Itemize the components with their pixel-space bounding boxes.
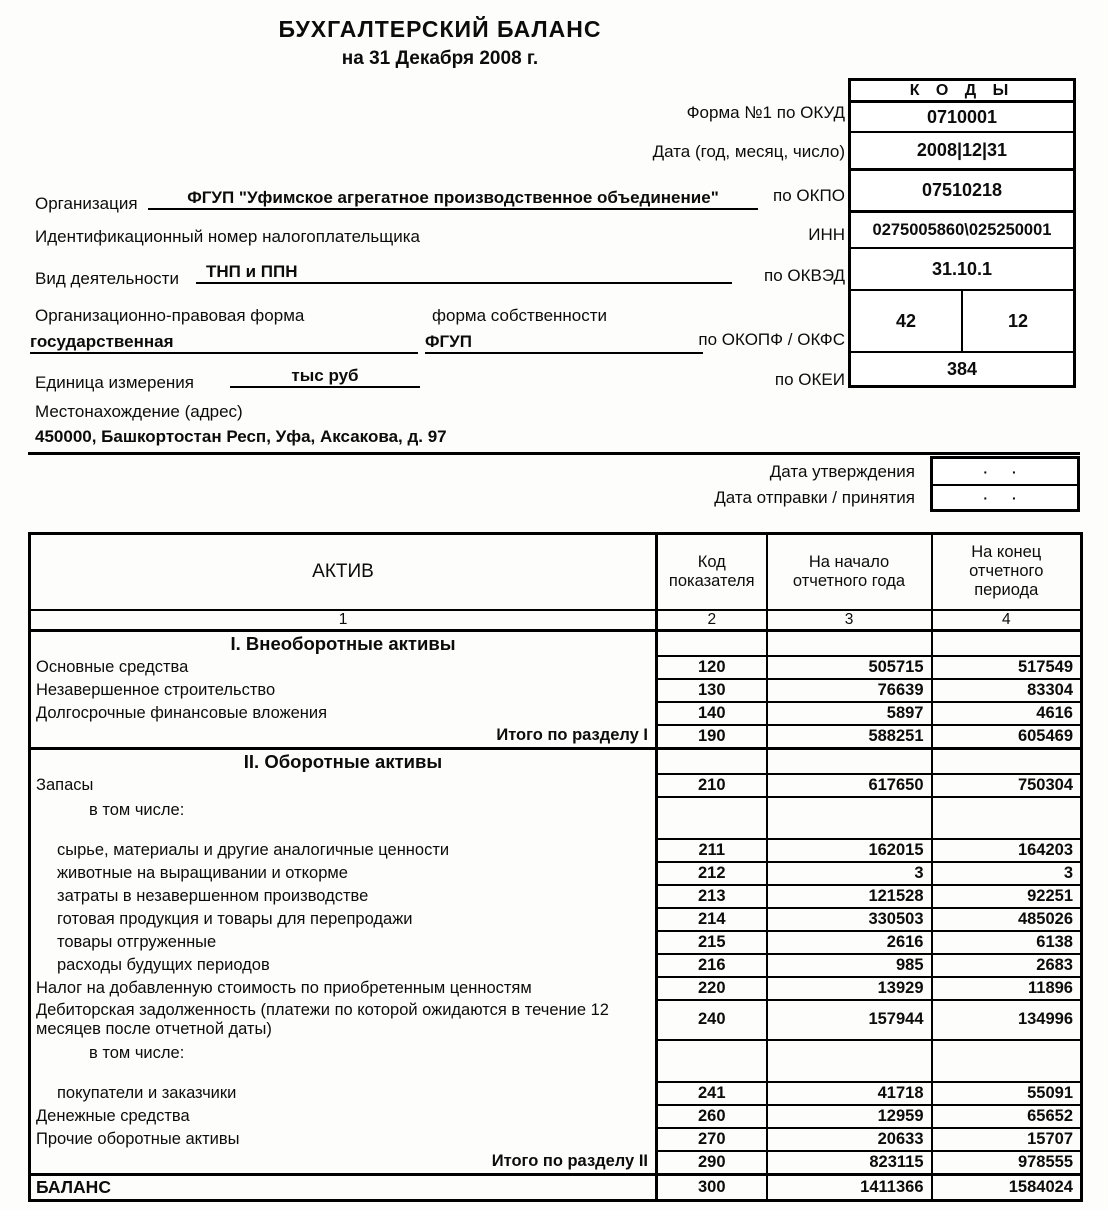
row-begin <box>767 797 932 839</box>
header-end: На конец отчетного периода <box>932 534 1082 610</box>
okved-value: 31.10.1 <box>851 249 1073 291</box>
row-code <box>657 1040 767 1082</box>
table-row <box>30 702 1082 725</box>
row-begin: 588251 <box>767 725 932 749</box>
row-code <box>657 630 767 656</box>
row-code <box>657 797 767 839</box>
header-begin: На начало отчетного года <box>767 534 932 610</box>
row-begin: 76639 <box>767 679 932 702</box>
legal-form-label: Организационно-правовая форма <box>35 306 305 325</box>
col-number-1: 1 <box>30 610 657 631</box>
row-code: 270 <box>657 1128 767 1151</box>
row-label: животные на выращивании и откорме <box>30 862 657 885</box>
row-label: Запасы <box>30 774 657 797</box>
table-row <box>30 1040 1082 1082</box>
assets-table <box>28 532 1083 1202</box>
row-end: 11896 <box>932 977 1082 1000</box>
col-number-2: 2 <box>657 610 767 631</box>
row-begin: 505715 <box>767 656 932 679</box>
row-label: II. Оборотные активы <box>30 748 657 774</box>
row-end: 1584024 <box>932 1174 1082 1200</box>
row-label: Налог на добавленную стоимость по приобретенным ценностям <box>30 977 657 1000</box>
okud-value: 0710001 <box>851 103 1073 133</box>
row-end: 3 <box>932 862 1082 885</box>
row-end: 65652 <box>932 1105 1082 1128</box>
table-row <box>30 679 1082 702</box>
row-label: Дебиторская задолженность (платежи по которой ожидаются в течение 12 месяцев после отчетной даты) <box>30 1000 657 1040</box>
okei-label: по ОКЕИ <box>774 370 845 389</box>
row-code: 210 <box>657 774 767 797</box>
row-begin: 1411366 <box>767 1174 932 1200</box>
col-number-4: 4 <box>932 610 1082 631</box>
section-divider-line <box>28 452 1080 455</box>
row-begin: 12959 <box>767 1105 932 1128</box>
table-row <box>30 862 1082 885</box>
table-row <box>30 839 1082 862</box>
table-row <box>30 977 1082 1000</box>
row-code: 300 <box>657 1174 767 1200</box>
table-row <box>30 1000 1082 1040</box>
row-code: 140 <box>657 702 767 725</box>
table-row <box>30 1128 1082 1151</box>
row-end <box>932 748 1082 774</box>
table-row <box>30 656 1082 679</box>
page-title: БУХГАЛТЕРСКИЙ БАЛАНС <box>278 16 602 42</box>
table-row <box>30 630 1082 656</box>
row-label: готовая продукция и товары для перепродажи <box>30 908 657 931</box>
inn-label: ИНН <box>808 225 845 244</box>
row-end: 2683 <box>932 954 1082 977</box>
row-begin: 5897 <box>767 702 932 725</box>
okud-label: Форма №1 по ОКУД <box>686 103 845 122</box>
row-label: Прочие оборотные активы <box>30 1128 657 1151</box>
table-row <box>30 885 1082 908</box>
row-begin: 330503 <box>767 908 932 931</box>
report-date-label: Дата (год, месяц, число) <box>652 142 845 161</box>
table-row <box>30 931 1082 954</box>
sending-date-value: · · <box>933 484 1077 509</box>
unit-label: Единица измерения <box>35 373 194 392</box>
okopf-okfs-label: по ОКОПФ / ОКФС <box>698 330 845 349</box>
row-code <box>657 748 767 774</box>
row-end: 55091 <box>932 1082 1082 1105</box>
row-end: 978555 <box>932 1151 1082 1175</box>
row-end: 6138 <box>932 931 1082 954</box>
row-code: 190 <box>657 725 767 749</box>
okpo-label: по ОКПО <box>773 186 845 205</box>
row-code: 220 <box>657 977 767 1000</box>
row-end: 92251 <box>932 885 1082 908</box>
row-begin: 121528 <box>767 885 932 908</box>
table-row <box>30 1151 1082 1175</box>
row-label: БАЛАНС <box>30 1174 657 1200</box>
codes-box <box>848 78 1076 388</box>
okopf-okfs-row <box>851 291 1073 353</box>
row-end <box>932 797 1082 839</box>
legal-form-value: государственная <box>30 332 418 354</box>
row-end: 750304 <box>932 774 1082 797</box>
unit-value: тыс руб <box>230 366 420 388</box>
row-label: в том числе: <box>30 797 657 839</box>
row-code: 240 <box>657 1000 767 1040</box>
report-date-value: 2008|12|31 <box>851 133 1073 171</box>
row-begin: 2616 <box>767 931 932 954</box>
table-row <box>30 908 1082 931</box>
organization-value: ФГУП "Уфимское агрегатное производственное объединение" <box>148 188 758 210</box>
row-begin: 617650 <box>767 774 932 797</box>
header-code: Код показателя <box>657 534 767 610</box>
row-label: затраты в незавершенном производстве <box>30 885 657 908</box>
row-end: 164203 <box>932 839 1082 862</box>
table-row <box>30 954 1082 977</box>
row-end: 15707 <box>932 1128 1082 1151</box>
page-subtitle-date: на 31 Декабря 2008 г. <box>341 48 539 69</box>
row-end <box>932 630 1082 656</box>
row-begin: 20633 <box>767 1128 932 1151</box>
codes-box-header: К О Д Ы <box>851 81 1073 103</box>
col-number-3: 3 <box>767 610 932 631</box>
taxpayer-id-label: Идентификационный номер налогоплательщика <box>35 227 420 246</box>
dates-box <box>930 456 1080 512</box>
row-label: Итого по разделу I <box>30 725 657 749</box>
row-code: 120 <box>657 656 767 679</box>
row-code: 211 <box>657 839 767 862</box>
row-label: Основные средства <box>30 656 657 679</box>
approval-date-label: Дата утверждения <box>769 462 915 481</box>
okved-label: по ОКВЭД <box>763 266 845 285</box>
inn-value: 0275005860\025250001 <box>851 213 1073 249</box>
row-begin <box>767 630 932 656</box>
row-end: 605469 <box>932 725 1082 749</box>
row-label: Итого по разделу II <box>30 1151 657 1175</box>
column-numbers-row <box>30 610 1082 631</box>
okopf-value: 42 <box>895 310 917 331</box>
assets-table-wrap <box>28 532 1080 1202</box>
table-row <box>30 725 1082 749</box>
table-row <box>30 1105 1082 1128</box>
approval-date-value: · · <box>983 463 1027 480</box>
okpo-value: 07510218 <box>851 171 1073 213</box>
table-row <box>30 774 1082 797</box>
table-row <box>30 748 1082 774</box>
table-header-row <box>30 534 1082 610</box>
address-label: Местонахождение (адрес) <box>35 402 243 421</box>
row-end: 485026 <box>932 908 1082 931</box>
okfs-value: 12 <box>961 291 1073 351</box>
table-row <box>30 797 1082 839</box>
okei-value: 384 <box>946 358 978 379</box>
row-label: Незавершенное строительство <box>30 679 657 702</box>
row-begin <box>767 748 932 774</box>
activity-value: ТНП и ППН <box>196 262 732 284</box>
row-code: 290 <box>657 1151 767 1175</box>
row-begin: 3 <box>767 862 932 885</box>
row-code: 130 <box>657 679 767 702</box>
row-begin: 41718 <box>767 1082 932 1105</box>
row-begin <box>767 1040 932 1082</box>
row-begin: 985 <box>767 954 932 977</box>
ownership-form-value: ФГУП <box>425 332 703 354</box>
row-label: расходы будущих периодов <box>30 954 657 977</box>
address-value: 450000, Башкортостан Респ, Уфа, Аксакова, д. 97 <box>35 427 447 446</box>
organization-label: Организация <box>35 194 138 213</box>
row-end: 83304 <box>932 679 1082 702</box>
row-label: Долгосрочные финансовые вложения <box>30 702 657 725</box>
row-end: 4616 <box>932 702 1082 725</box>
row-code: 241 <box>657 1082 767 1105</box>
row-label: в том числе: <box>30 1040 657 1082</box>
row-begin: 162015 <box>767 839 932 862</box>
row-code: 214 <box>657 908 767 931</box>
row-label: покупатели и заказчики <box>30 1082 657 1105</box>
row-begin: 13929 <box>767 977 932 1000</box>
activity-label: Вид деятельности <box>35 269 179 288</box>
row-end: 517549 <box>932 656 1082 679</box>
row-label: Денежные средства <box>30 1105 657 1128</box>
row-code: 216 <box>657 954 767 977</box>
row-begin: 823115 <box>767 1151 932 1175</box>
row-label: I. Внеоборотные активы <box>30 630 657 656</box>
row-end: 134996 <box>932 1000 1082 1040</box>
asset-table-body <box>30 630 1082 1200</box>
row-begin: 157944 <box>767 1000 932 1040</box>
row-code: 213 <box>657 885 767 908</box>
sending-date-label: Дата отправки / принятия <box>714 488 915 507</box>
row-label: товары отгруженные <box>30 931 657 954</box>
row-code: 260 <box>657 1105 767 1128</box>
header-asset: АКТИВ <box>30 534 657 610</box>
row-end <box>932 1040 1082 1082</box>
row-code: 215 <box>657 931 767 954</box>
table-row <box>30 1082 1082 1105</box>
row-code: 212 <box>657 862 767 885</box>
ownership-form-label: форма собственности <box>432 306 608 325</box>
table-row <box>30 1174 1082 1200</box>
row-label: сырье, материалы и другие аналогичные ценности <box>30 839 657 862</box>
